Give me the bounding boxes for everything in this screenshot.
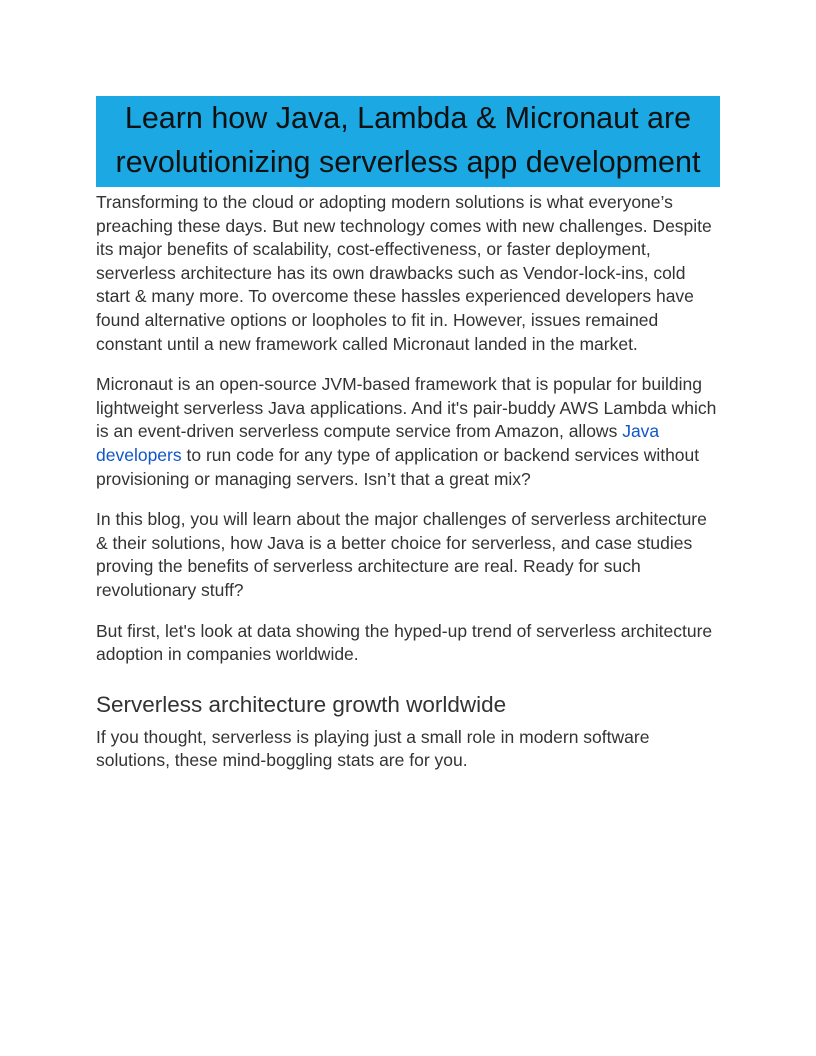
micronaut-paragraph <box>96 373 720 491</box>
document-page <box>96 96 720 773</box>
data-intro-paragraph: But first, let's look at data showing the hyped-up trend of serverless architecture adoption in companies worldwide. <box>96 620 713 665</box>
micronaut-paragraph-text-start: Micronaut is an open-source JVM-based framework that is popular for building lightweight serverless Java applications. And it's pair-buddy AWS Lambda which is an event-driven serverless compute service from Amazon, allows <box>96 374 717 442</box>
article-title: Learn how Java, Lambda & Micronaut are revolutionizing serverless app development <box>96 96 720 187</box>
stats-intro-paragraph: If you thought, serverless is playing just a small role in modern software solutions, these mind-boggling stats are for you. <box>96 726 650 771</box>
intro-paragraph: Transforming to the cloud or adopting modern solutions is what everyone’s preaching these days. But new technology comes with new challenges. Despite its major benefits of scalability, cost-effectiveness, or faster deployment, serverless architecture has its own drawbacks such as Vendor-lock-ins, cold start & many more. To overcome these hassles experienced developers have found alternative options or loopholes to fit in. However, issues remained constant until a new framework called Micronaut landed in the market. <box>96 192 712 354</box>
java-developers-link[interactable]: Java developers <box>96 421 660 465</box>
micronaut-paragraph-text-end: to run code for any type of application or backend services without provisioning or managing servers. Isn’t that a great mix? <box>96 444 700 489</box>
blog-overview-paragraph: In this blog, you will learn about the major challenges of serverless architecture & their solutions, how Java is a better choice for serverless, and case studies proving the benefits of serverless architecture are real. Ready for such revolutionary stuff? <box>96 509 707 600</box>
section-heading: Serverless architecture growth worldwide <box>96 691 507 717</box>
